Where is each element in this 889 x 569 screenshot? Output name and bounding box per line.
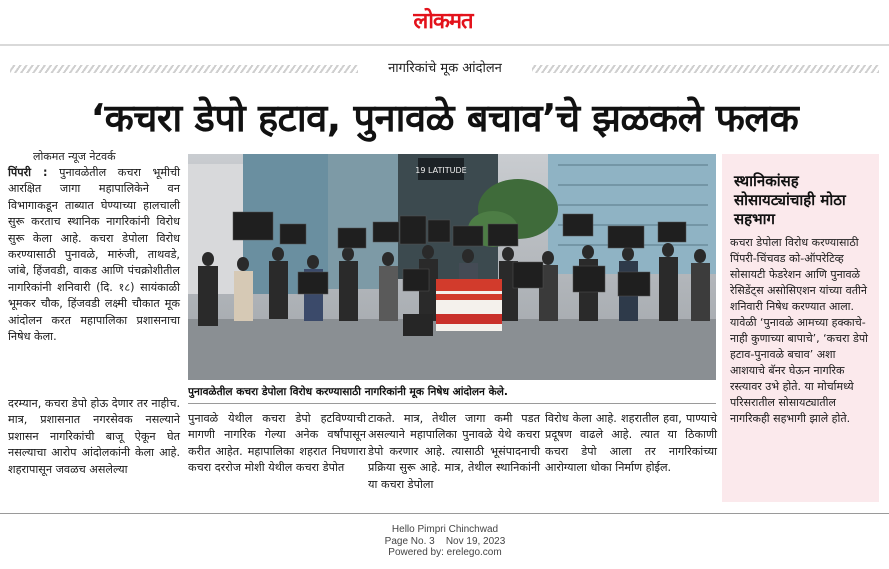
sidebar-title: स्थानिकांसह सोसायट्यांचाही मोठा सहभाग [734,172,846,228]
sidebar-body: कचरा डेपोला विरोध करण्यासाठी पिंपरी-चिंचवड को-ऑपरेटिव्ह सोसायटी फेडरेशन आणि पुनावळे रेसिडेंट्स असोसिएशन यांच्या वतीने शनिवारी निषेध करण्यात आला. यावेळी ‘पुनावळे आमच्या हक्काचे-नाही कुणाच्या बापाचे’, ‘कचरा डेपो हटाव-पुनावळे बचाव’ अशा आशयाचे बॅनर घेऊन नागरिक रस्त्यावर उभे होते. या मोर्चामध्ये परिसरातील सोसायट्यातील नागरिकही सहभागी झाले होते. [730,236,868,425]
masthead [0,0,889,46]
footer [330,524,560,564]
article-paragraph-2: दरम्यान, कचरा डेपो होऊ देणार तर नाहीच. मात्र, प्रशासनात नगरसेवक नसल्याने प्रशासन नागरिकांची बाजू ऐकून घेत नसल्याचा आरोप आंदोलकांनी केला आहे. शहरापासून जवळच असलेल्या [8,397,180,476]
kicker-label: नागरिकांचे मूक आंदोलन [388,61,502,76]
lokmat-logo[interactable]: लोकमत [413,8,473,34]
byline: लोकमत न्यूज नेटवर्क [33,150,116,163]
article-paragraph-1: पुनावळेतील कचरा भूमीची आरक्षित जागा महापालिकेने वन विभागाकडून ताब्यात घेण्याच्या हालचाली सुरू करताच स्थानिक नागरिकांनी विरोध सुरू केला आहे. कचरा डेपोला विरोध करण्यासाठी पुनावळे, मारुंजी, ताथवडे, जांबे, हिंजवडी, वाकड आणि पंचक्रोशीतील नागरिकांनी शनिवारी (दि. १८) सायंकाळी भूमकर चौक, हिंजवडी लक्ष्मी चौकात मूक आंदोलन करत महापालिका प्रशासनाचा निषेध केला. [8,166,180,344]
footer-powered-by[interactable]: Powered by: erelego.com [388,547,502,558]
article-paragraph-4: टाकते. मात्र, तेथील जागा कमी पडत असल्याने महापालिका पुनावळे येथे कचरा डेपो करणार आहे. त्यासाठी भूसंपादनाची प्रक्रिया सुरू आहे. मात्र, तेथील स्थानिकांनी या कचरा डेपोला [368,412,540,491]
caption-divider [188,403,716,404]
footer-page-date: Page No. 3 Nov 19, 2023 [384,535,506,547]
dateline: पिंपरी : [8,166,48,179]
footer-divider [0,513,889,514]
article-column-1 [8,165,180,391]
footer-edition: Hello Pimpri Chinchwad [391,524,499,535]
sidebar-box [722,154,879,502]
headline: ‘कचरा डेपो हटाव, पुनावळे बचाव’चे झळकले फलक [90,96,799,140]
kicker-row [10,60,879,78]
building-sign: 19 LATITUDE [415,166,467,175]
article-paragraph-3: पुनावळे येथील कचरा डेपो हटविण्याची मागणी नागरिक गेल्या अनेक वर्षांपासून करीत आहेत. महापालिका शहरात निघणारा कचरा दररोज मोशी येथील कचरा डेपोत [188,412,366,475]
photo-caption: पुनावळेतील कचरा डेपोला विरोध करण्यासाठी नागरिकांनी मूक निषेध आंदोलन केले. [188,386,508,398]
hatch-divider-left [10,65,358,73]
hatch-divider-right [532,65,879,73]
article-paragraph-5: विरोध केला आहे. शहरातील हवा, पाण्याचे प्रदूषण वाढले आहे. त्यात या ठिकाणी कचरा डेपो आला तर नागरिकांच्या आरोग्याला धोका निर्माण होईल. [545,412,717,475]
protest-photo-illustration [188,154,716,380]
protest-photo [188,154,716,380]
